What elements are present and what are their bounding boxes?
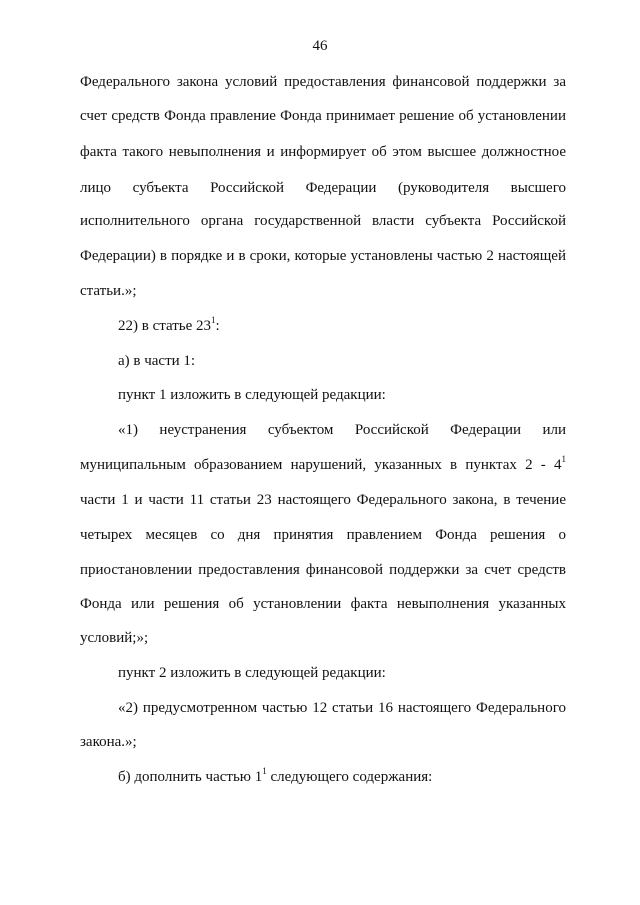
text-line: «2) предусмотренном частью 12 статьи 16 настоящего Федерального [118,700,566,716]
text-run: б) дополнить частью 1 [118,769,263,785]
text-line: статьи.»; [80,283,137,299]
superscript: 1 [262,766,267,776]
page-number: 46 [312,38,328,54]
text-line [80,455,566,475]
list-item-22 [118,316,566,336]
text-line: лицо субъекта Российской Федерации (руководителя высшего [80,180,566,196]
text-run: 22) в статье 23 [118,318,212,334]
text-line: части 1 и части 11 статьи 23 настоящего Федерального закона, в течение [80,492,566,508]
text-line: Федерации) в порядке и в сроки, которые установлены частью 2 настоящей [80,248,566,264]
text-line: а) в части 1: [118,353,196,369]
text-line: счет средств Фонда правление Фонда принимает решение об установлении [80,108,566,124]
text-line: исполнительного органа государственной власти субъекта Российской [80,213,566,229]
text-line: четырех месяцев со дня принятия правлением Фонда решения о [80,527,566,543]
text-run: : [215,318,220,334]
text-line: условий;»; [80,630,149,646]
text-line: закона.»; [80,734,137,750]
text-line: приостановлении предоставления финансовой поддержки за счет средств [80,562,566,578]
text-run: муниципальным образованием нарушений, указанных в пунктах 2 - 4 [80,457,562,473]
text-line: «1) неустранения субъектом Российской Федерации или [118,422,566,438]
superscript: 1 [211,315,216,325]
superscript: 1 [561,454,566,464]
list-item-b [118,767,566,787]
text-line: Фонда или решения об установлении факта невыполнения указанных [80,596,566,612]
text-line: пункт 1 изложить в следующей редакции: [118,387,386,403]
text-run: следующего содержания: [266,769,433,785]
text-line: пункт 2 изложить в следующей редакции: [118,665,386,681]
text-line: Федерального закона условий предоставления финансовой поддержки за [80,74,566,90]
text-line: факта такого невыполнения и информирует об этом высшее должностное [80,144,566,160]
